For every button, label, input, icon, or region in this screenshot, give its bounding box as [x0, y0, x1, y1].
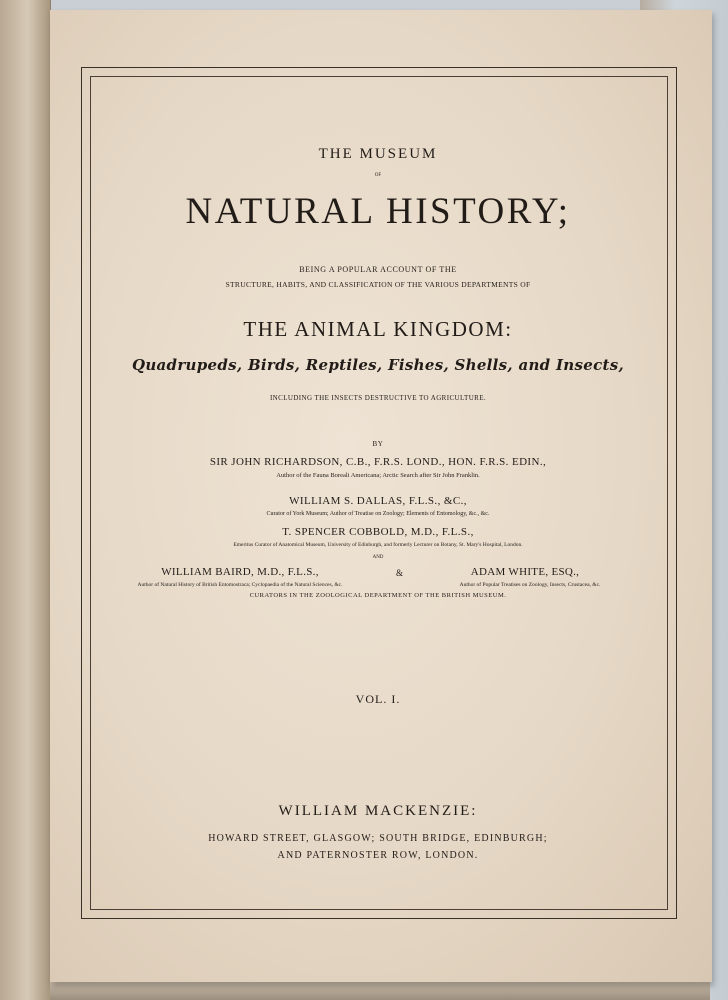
- publisher-address-1: HOWARD STREET, GLASGOW; SOUTH BRIDGE, EDINBURGH;: [208, 833, 548, 844]
- publisher-name: WILLIAM MACKENZIE:: [278, 803, 478, 819]
- title-page: [50, 10, 712, 982]
- author-richardson: SIR JOHN RICHARDSON, C.B., F.R.S. LOND., HON. F.R.S. EDIN.,: [209, 456, 547, 468]
- facing-page-edge: [0, 0, 51, 1000]
- and-label: AND: [372, 555, 384, 560]
- author-white: ADAM WHITE, ESQ.,: [470, 566, 580, 578]
- author-cobbold-note: Emeritus Curator of Anatomical Museum, University of Edinburgh, and formerly Lecturer on Botany, St. Mary's Hospital, London.: [233, 542, 523, 548]
- by-label: BY: [372, 440, 384, 448]
- categories-line: Quadrupeds, Birds, Reptiles, Fishes, Shells, and Insects,: [131, 356, 625, 374]
- including-line: INCLUDING THE INSECTS DESTRUCTIVE TO AGRICULTURE.: [269, 394, 487, 402]
- author-dallas: WILLIAM S. DALLAS, F.L.S., &C.,: [289, 495, 467, 507]
- author-white-note: Author of Popular Treatises on Zoology, Insects, Crustacea, &c.: [459, 582, 601, 588]
- subtitle-line-2: STRUCTURE, HABITS, AND CLASSIFICATION OF THE VARIOUS DEPARTMENTS OF: [225, 280, 531, 289]
- subtitle-line-1: BEING A POPULAR ACCOUNT OF THE: [299, 265, 457, 274]
- title-main: NATURAL HISTORY;: [185, 191, 571, 232]
- ampersand: &: [395, 568, 404, 578]
- kingdom-heading: THE ANIMAL KINGDOM:: [243, 317, 513, 341]
- author-cobbold: T. SPENCER COBBOLD, M.D., F.L.S.,: [282, 526, 474, 538]
- volume-label: VOL. I.: [355, 692, 401, 706]
- author-dallas-note: Curator of York Museum; Author of Treatise on Zoology; Elements of Entomology, &c., &c.: [266, 511, 490, 517]
- author-baird-note: Author of Natural History of British Entomostraca; Cyclopaedia of the Natural Sciences, &c.: [137, 582, 343, 588]
- author-baird: WILLIAM BAIRD, M.D., F.L.S.,: [161, 566, 319, 578]
- title-of: OF: [374, 173, 382, 178]
- curators-line: CURATORS IN THE ZOOLOGICAL DEPARTMENT OF THE BRITISH MUSEUM.: [249, 592, 507, 599]
- title-line-1: THE MUSEUM: [318, 146, 438, 162]
- author-richardson-note: Author of the Fauna Boreali Americana; Arctic Search after Sir John Franklin.: [276, 472, 480, 479]
- publisher-address-2: AND PATERNOSTER ROW, LONDON.: [277, 850, 479, 861]
